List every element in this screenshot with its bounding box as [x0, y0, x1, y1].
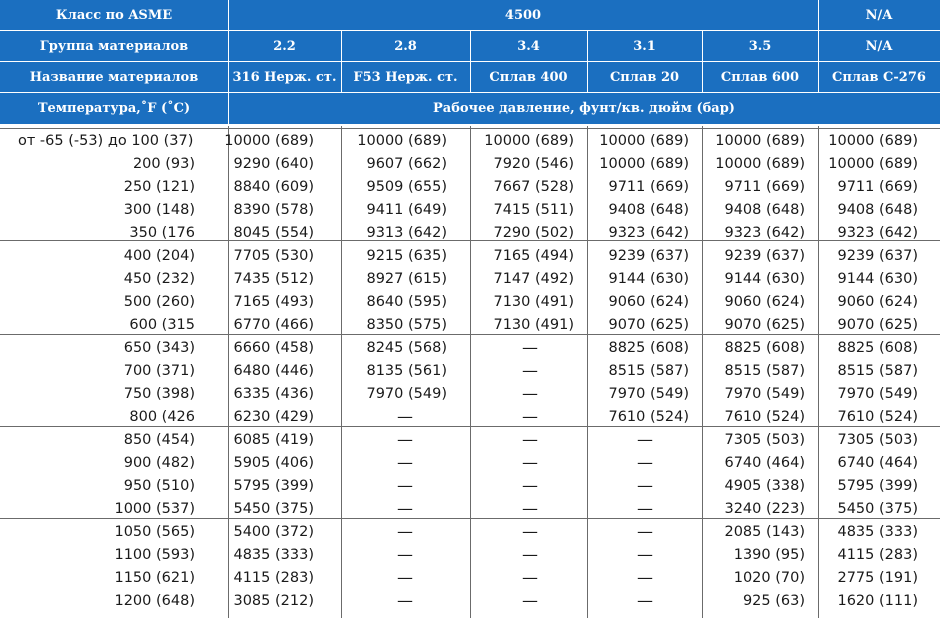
pressure-value-cell: 10000 (689) — [828, 156, 918, 173]
header-divider — [0, 61, 940, 62]
pressure-value-cell: 4905 (338) — [724, 478, 805, 495]
empty-value-cell: — — [522, 361, 538, 381]
temperature-cell: 1050 (565) — [114, 524, 195, 540]
pressure-value-cell: 6230 (429) — [233, 409, 314, 426]
pressure-value-cell: 10000 (689) — [828, 133, 918, 149]
empty-value-cell: — — [637, 430, 653, 449]
empty-value-cell: — — [637, 522, 653, 541]
pressure-value-cell: 9323 (642) — [608, 225, 689, 242]
pressure-value-cell: 5450 (375) — [233, 501, 314, 518]
column-divider — [470, 126, 471, 618]
pressure-value-cell: 9215 (635) — [366, 248, 447, 264]
pressure-value-cell: 9408 (648) — [608, 202, 689, 219]
pressure-value-cell: 8515 (587) — [608, 363, 689, 380]
pressure-value-cell: 8640 (595) — [366, 294, 447, 311]
pressure-value-cell: 7415 (511) — [493, 202, 574, 219]
pressure-value-cell: 9239 (637) — [724, 248, 805, 264]
pressure-value-cell: 7435 (512) — [233, 271, 314, 288]
empty-value-cell: — — [397, 545, 413, 565]
pressure-value-cell: 9060 (624) — [837, 294, 918, 311]
temperature-cell: 1200 (648) — [114, 593, 195, 610]
empty-value-cell: — — [522, 338, 538, 357]
header-material-cell: Сплав 20 — [587, 62, 702, 92]
temperature-cell: 850 (454) — [123, 432, 195, 448]
pressure-value-cell: 7610 (524) — [608, 409, 689, 426]
pressure-value-cell: 10000 (689) — [484, 133, 574, 149]
pressure-value-cell: 7305 (503) — [724, 432, 805, 448]
header-group-cell: 3.1 — [587, 31, 702, 61]
pressure-value-cell: 9607 (662) — [366, 156, 447, 173]
temperature-cell: 750 (398) — [123, 386, 195, 403]
empty-value-cell: — — [637, 545, 653, 565]
empty-value-cell: — — [522, 384, 538, 404]
pressure-value-cell: 5450 (375) — [837, 501, 918, 518]
header-material-cell: Сплав 400 — [470, 62, 587, 92]
pressure-value-cell: 7130 (491) — [493, 317, 574, 334]
pressure-value-cell: 10000 (689) — [357, 133, 447, 149]
pressure-value-cell: 8135 (561) — [366, 363, 447, 380]
temperature-cell: 600 (315 — [129, 317, 195, 334]
pressure-value-cell: 4115 (283) — [837, 547, 918, 564]
pressure-value-cell: 7305 (503) — [837, 432, 918, 448]
pressure-value-cell: 6740 (464) — [724, 455, 805, 472]
pressure-value-cell: 1390 (95) — [733, 547, 805, 564]
pressure-value-cell: 6770 (466) — [233, 317, 314, 334]
pressure-value-cell: 9509 (655) — [366, 179, 447, 196]
pressure-value-cell: 9239 (637) — [837, 248, 918, 264]
pressure-value-cell: 7970 (549) — [724, 386, 805, 403]
header-divider — [0, 30, 940, 31]
empty-value-cell: — — [522, 591, 538, 611]
pressure-value-cell: 7705 (530) — [233, 248, 314, 264]
header-group-cell: 2.8 — [341, 31, 470, 61]
header-group-label: Группа материалов — [0, 31, 228, 61]
pressure-value-cell: 10000 (689) — [715, 133, 805, 149]
pressure-value-cell: 7667 (528) — [493, 179, 574, 196]
pressure-value-cell: 10000 (689) — [599, 156, 689, 173]
temperature-cell: 300 (148) — [123, 202, 195, 219]
temperature-cell: 200 (93) — [132, 156, 195, 173]
pressure-value-cell: 5400 (372) — [233, 524, 314, 540]
pressure-value-cell: 7165 (493) — [233, 294, 314, 311]
header-temperature-label: Температура,˚F (˚С) — [0, 93, 228, 124]
pressure-value-cell: 8350 (575) — [366, 317, 447, 334]
empty-value-cell: — — [397, 591, 413, 611]
pressure-value-cell: 8825 (608) — [608, 340, 689, 356]
pressure-value-cell: 925 (63) — [742, 593, 805, 610]
temperature-cell: 1100 (593) — [114, 547, 195, 564]
pressure-value-cell: 7165 (494) — [493, 248, 574, 264]
pressure-value-cell: 9144 (630) — [608, 271, 689, 288]
empty-value-cell: — — [637, 453, 653, 473]
pressure-value-cell: 9239 (637) — [608, 248, 689, 264]
pressure-value-cell: 9411 (649) — [366, 202, 447, 219]
empty-value-cell: — — [397, 499, 413, 519]
pressure-value-cell: 1620 (111) — [837, 593, 918, 610]
pressure-value-cell: 2775 (191) — [837, 570, 918, 587]
header-material-cell: 316 Нерж. ст. — [228, 62, 341, 92]
header-group-cell: 3.5 — [702, 31, 818, 61]
pressure-value-cell: 10000 (689) — [599, 133, 689, 149]
header-material-label: Название материалов — [0, 62, 228, 92]
pressure-value-cell: 9144 (630) — [724, 271, 805, 288]
pressure-value-cell: 8390 (578) — [233, 202, 314, 219]
temperature-cell: 350 (176 — [129, 225, 195, 242]
empty-value-cell: — — [522, 476, 538, 496]
empty-value-cell: — — [522, 522, 538, 541]
pressure-value-cell: 9711 (669) — [608, 179, 689, 196]
pressure-value-cell: 10000 (689) — [224, 133, 314, 149]
pressure-value-cell: 9313 (642) — [366, 225, 447, 242]
pressure-value-cell: 9323 (642) — [837, 225, 918, 242]
pressure-value-cell: 6740 (464) — [837, 455, 918, 472]
empty-value-cell: — — [637, 591, 653, 611]
temperature-cell: 500 (260) — [123, 294, 195, 311]
header-pressure-label: Рабочее давление, фунт/кв. дюйм (бар) — [228, 93, 940, 124]
header-divider — [0, 92, 940, 93]
temperature-cell: 1000 (537) — [114, 501, 195, 518]
pressure-value-cell: 9070 (625) — [837, 317, 918, 334]
pressure-value-cell: 8825 (608) — [724, 340, 805, 356]
header-class-na: N/A — [818, 0, 940, 30]
pressure-value-cell: 7610 (524) — [724, 409, 805, 426]
pressure-value-cell: 9323 (642) — [724, 225, 805, 242]
empty-value-cell: — — [522, 453, 538, 473]
pressure-value-cell: 7970 (549) — [608, 386, 689, 403]
header-divider — [228, 0, 229, 124]
empty-value-cell: — — [522, 407, 538, 427]
empty-value-cell: — — [522, 499, 538, 519]
pressure-value-cell: 4835 (333) — [837, 524, 918, 540]
empty-value-cell: — — [397, 430, 413, 449]
column-divider — [587, 126, 588, 618]
column-divider — [818, 126, 819, 618]
pressure-value-cell: 8825 (608) — [837, 340, 918, 356]
pressure-value-cell: 6335 (436) — [233, 386, 314, 403]
header-divider — [818, 0, 819, 92]
pressure-value-cell: 7970 (549) — [366, 386, 447, 403]
temperature-cell: от -65 (-53) до 100 (37) — [18, 133, 194, 149]
pressure-value-cell: 8515 (587) — [724, 363, 805, 380]
pressure-value-cell: 9144 (630) — [837, 271, 918, 288]
pressure-value-cell: 9711 (669) — [837, 179, 918, 196]
header-material-cell: F53 Нерж. ст. — [341, 62, 470, 92]
pressure-value-cell: 9060 (624) — [724, 294, 805, 311]
pressure-value-cell: 4835 (333) — [233, 547, 314, 564]
empty-value-cell: — — [637, 499, 653, 519]
empty-value-cell: — — [522, 430, 538, 449]
temperature-cell: 1150 (621) — [114, 570, 195, 587]
pressure-value-cell: 5795 (399) — [837, 478, 918, 495]
empty-value-cell: — — [397, 453, 413, 473]
empty-value-cell: — — [397, 568, 413, 588]
empty-value-cell: — — [397, 476, 413, 496]
pressure-value-cell: 6660 (458) — [233, 340, 314, 356]
pressure-value-cell: 9711 (669) — [724, 179, 805, 196]
pressure-value-cell: 6085 (419) — [233, 432, 314, 448]
temperature-cell: 400 (204) — [123, 248, 195, 264]
pressure-value-cell: 3240 (223) — [724, 501, 805, 518]
pressure-value-cell: 9408 (648) — [724, 202, 805, 219]
column-divider — [228, 126, 229, 618]
temperature-cell: 250 (121) — [123, 179, 195, 196]
header-material-cell: Сплав C-276 — [818, 62, 940, 92]
pressure-value-cell: 7147 (492) — [493, 271, 574, 288]
pressure-value-cell: 5795 (399) — [233, 478, 314, 495]
empty-value-cell: — — [637, 476, 653, 496]
temperature-cell: 900 (482) — [123, 455, 195, 472]
empty-value-cell: — — [522, 568, 538, 588]
pressure-value-cell: 9408 (648) — [837, 202, 918, 219]
empty-value-cell: — — [397, 407, 413, 427]
pressure-value-cell: 8515 (587) — [837, 363, 918, 380]
pressure-value-cell: 6480 (446) — [233, 363, 314, 380]
temperature-cell: 950 (510) — [123, 478, 195, 495]
pressure-value-cell: 2085 (143) — [724, 524, 805, 540]
pressure-value-cell: 9070 (625) — [724, 317, 805, 334]
temperature-cell: 450 (232) — [123, 271, 195, 288]
header-material-cell: Сплав 600 — [702, 62, 818, 92]
pressure-value-cell: 9070 (625) — [608, 317, 689, 334]
pressure-value-cell: 9290 (640) — [233, 156, 314, 173]
header-class-value: 4500 — [228, 0, 818, 30]
header-group-cell: N/A — [818, 31, 940, 61]
pressure-value-cell: 1020 (70) — [733, 570, 805, 587]
pressure-value-cell: 7920 (546) — [493, 156, 574, 173]
empty-value-cell: — — [522, 545, 538, 565]
pressure-value-cell: 7290 (502) — [493, 225, 574, 242]
pressure-value-cell: 4115 (283) — [233, 570, 314, 587]
empty-value-cell: — — [637, 568, 653, 588]
temperature-cell: 700 (371) — [123, 363, 195, 380]
temperature-cell: 800 (426 — [129, 409, 195, 426]
pressure-value-cell: 8245 (568) — [366, 340, 447, 356]
header-class-label: Класс по ASME — [0, 0, 228, 30]
pressure-value-cell: 5905 (406) — [233, 455, 314, 472]
pressure-value-cell: 7970 (549) — [837, 386, 918, 403]
pressure-value-cell: 8045 (554) — [233, 225, 314, 242]
pressure-value-cell: 8840 (609) — [233, 179, 314, 196]
header-group-cell: 2.2 — [228, 31, 341, 61]
pressure-value-cell: 7130 (491) — [493, 294, 574, 311]
pressure-value-cell: 3085 (212) — [233, 593, 314, 610]
header-group-cell: 3.4 — [470, 31, 587, 61]
empty-value-cell: — — [397, 522, 413, 541]
column-divider — [702, 126, 703, 618]
pressure-value-cell: 9060 (624) — [608, 294, 689, 311]
row-group-separator — [0, 128, 940, 129]
pressure-value-cell: 10000 (689) — [715, 156, 805, 173]
temperature-cell: 650 (343) — [123, 340, 195, 356]
pressure-value-cell: 7610 (524) — [837, 409, 918, 426]
column-divider — [341, 126, 342, 618]
pressure-value-cell: 8927 (615) — [366, 271, 447, 288]
